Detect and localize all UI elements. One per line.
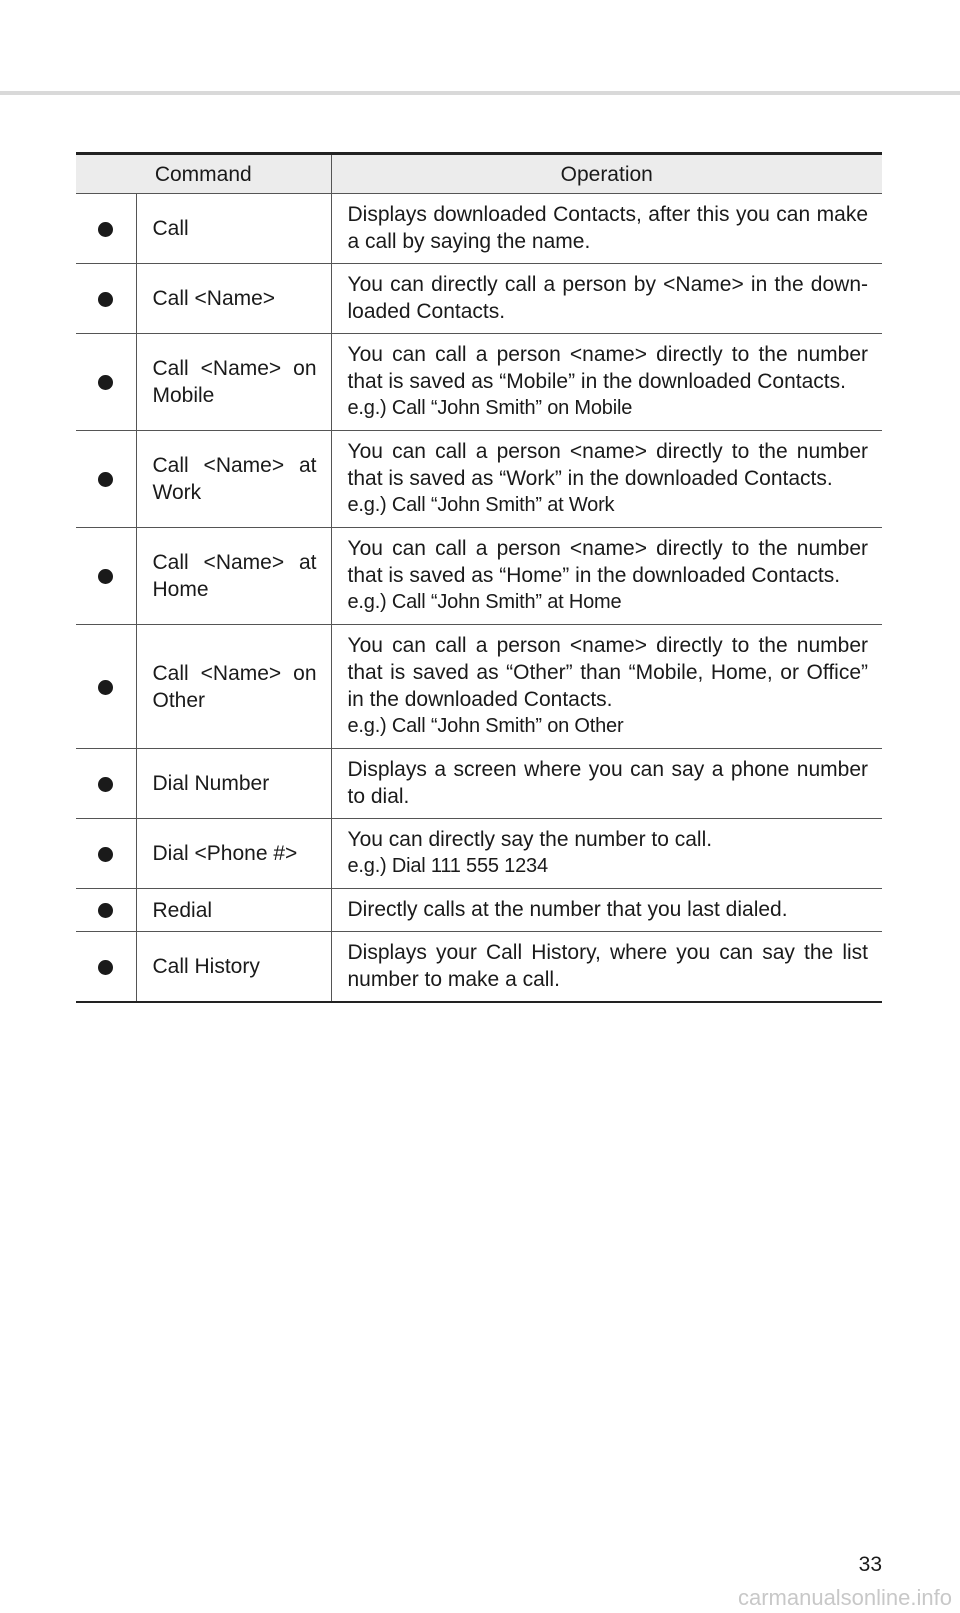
table-row (76, 819, 882, 889)
operation-description: Directly calls at the number that you last dialed. (347, 898, 788, 921)
bullet-icon (98, 847, 113, 862)
command-cell: Call <Name> at Home (136, 528, 331, 625)
table-row (76, 194, 882, 264)
bullet-cell (76, 528, 136, 625)
watermark: carmanualsonline.info (737, 1585, 952, 1610)
bullet-icon (98, 569, 113, 584)
bullet-icon (98, 960, 113, 975)
command-cell: Call <Name> at Work (136, 431, 331, 528)
operation-cell (331, 625, 882, 749)
bullet-icon (98, 222, 113, 237)
page-number: 33 (858, 1553, 882, 1576)
table-row (76, 625, 882, 749)
bullet-cell (76, 625, 136, 749)
command-cell: Call <Name> on Mobile (136, 334, 331, 431)
command-cell: Call (136, 194, 331, 264)
operation-cell (331, 194, 882, 264)
operation-example: e.g.) Call “John Smith” on Other (347, 715, 624, 737)
table-row (76, 528, 882, 625)
bullet-cell (76, 932, 136, 1003)
top-divider (0, 91, 960, 95)
operation-cell (331, 889, 882, 932)
operation-description: Displays a screen where you can say a phone number to dial. (347, 758, 868, 808)
command-cell: Call History (136, 932, 331, 1003)
bullet-cell (76, 194, 136, 264)
operation-description: Displays downloaded Contacts, after this you can make a call by saying the name. (347, 203, 868, 253)
table-header-row (76, 154, 882, 194)
operation-cell (331, 819, 882, 889)
command-cell: Dial <Phone #> (136, 819, 331, 889)
bullet-icon (98, 903, 113, 918)
operation-cell (331, 431, 882, 528)
operation-cell (331, 932, 882, 1003)
operation-example: e.g.) Call “John Smith” at Work (347, 494, 615, 516)
operation-description: You can call a person <name> directly to the number that is saved as “Other” than “Mobile, Home, or Office” in the downloaded Contacts. (347, 634, 868, 711)
voice-command-table (76, 152, 882, 1003)
table-row (76, 749, 882, 819)
bullet-icon (98, 375, 113, 390)
command-cell: Call <Name> on Other (136, 625, 331, 749)
bullet-cell (76, 889, 136, 932)
header-command: Command (76, 154, 331, 194)
operation-cell (331, 528, 882, 625)
table-row (76, 932, 882, 1003)
operation-cell (331, 264, 882, 334)
bullet-cell (76, 819, 136, 889)
table-row (76, 334, 882, 431)
command-cell: Redial (136, 889, 331, 932)
bullet-icon (98, 680, 113, 695)
operation-example: e.g.) Dial 111 555 1234 (347, 855, 548, 877)
bullet-cell (76, 334, 136, 431)
command-cell: Call <Name> (136, 264, 331, 334)
header-operation: Operation (331, 154, 882, 194)
table-row (76, 264, 882, 334)
bullet-icon (98, 777, 113, 792)
operation-cell (331, 334, 882, 431)
operation-description: You can directly say the number to call. (347, 828, 713, 851)
operation-cell (331, 749, 882, 819)
operation-description: You can call a person <name> directly to the number that is saved as “Mobile” in the downloaded Contacts. (347, 343, 868, 393)
bullet-icon (98, 292, 113, 307)
table-row (76, 889, 882, 932)
operation-description: You can directly call a person by <Name> in the down-loaded Contacts. (347, 273, 868, 323)
operation-description: Displays your Call History, where you can say the list number to make a call. (347, 941, 868, 991)
bullet-cell (76, 749, 136, 819)
table-row (76, 431, 882, 528)
command-cell: Dial Number (136, 749, 331, 819)
operation-description: You can call a person <name> directly to the number that is saved as “Work” in the downloaded Contacts. (347, 440, 868, 490)
operation-example: e.g.) Call “John Smith” at Home (347, 591, 622, 613)
operation-example: e.g.) Call “John Smith” on Mobile (347, 397, 633, 419)
operation-description: You can call a person <name> directly to the number that is saved as “Home” in the downloaded Contacts. (347, 537, 868, 587)
bullet-cell (76, 264, 136, 334)
bullet-cell (76, 431, 136, 528)
bullet-icon (98, 472, 113, 487)
